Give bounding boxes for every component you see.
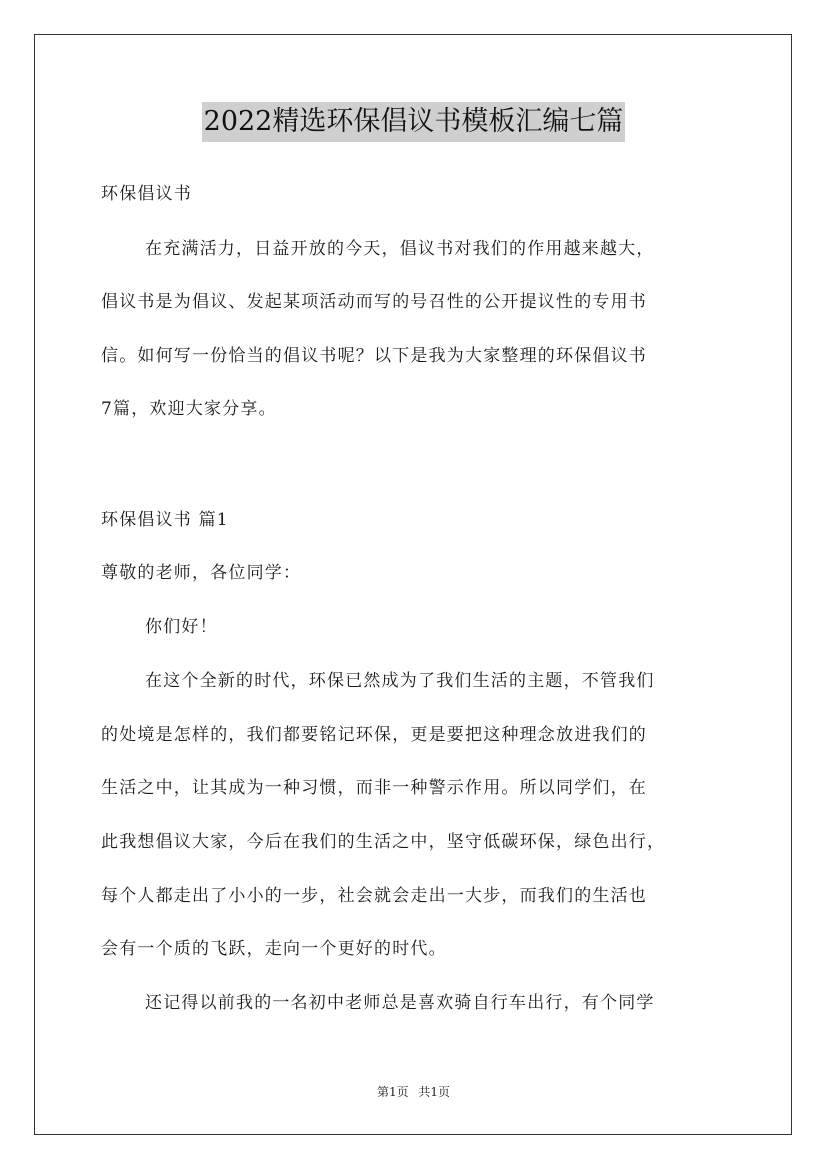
section-heading: 环保倡议书 篇1 — [101, 510, 229, 530]
intro-heading: 环保倡议书 — [101, 184, 192, 204]
page-total: 共1页 — [418, 1085, 451, 1099]
paragraph-line: 生活之中，让其成为一种习惯，而非一种警示作用。所以同学们，在 — [101, 778, 647, 798]
paragraph-line: 的处境是怎样的，我们都要铭记环保，更是要把这种理念放进我们的 — [101, 725, 647, 745]
page-number: 第1页 — [376, 1085, 409, 1099]
paragraph-line: 会有一个质的飞跃，走向一个更好的时代。 — [101, 939, 447, 959]
paragraph-line: 还记得以前我的一名初中老师总是喜欢骑自行车出行，有个同学 — [145, 993, 655, 1013]
paragraph-line: 在这个全新的时代，环保已然成为了我们生活的主题，不管我们 — [145, 671, 655, 691]
intro-line: 信。如何写一份恰当的倡议书呢？以下是我为大家整理的环保倡议书 — [101, 346, 647, 366]
salutation: 尊敬的老师，各位同学： — [101, 563, 302, 583]
title-container — [0, 102, 827, 142]
paragraph-line: 每个人都走出了小小的一步，社会就会走出一大步，而我们的生活也 — [101, 886, 647, 906]
paragraph-line: 此我想倡议大家，今后在我们的生活之中，坚守低碳环保，绿色出行， — [101, 832, 666, 852]
greeting: 你们好！ — [145, 617, 218, 637]
document-title: 2022精选环保倡议书模板汇编七篇 — [202, 102, 626, 142]
intro-line: 在充满活力，日益开放的今天，倡议书对我们的作用越来越大， — [145, 239, 655, 259]
page-footer — [0, 1084, 827, 1100]
intro-line: 7篇，欢迎大家分享。 — [101, 399, 277, 419]
intro-line: 倡议书是为倡议、发起某项活动而写的号召性的公开提议性的专用书 — [101, 292, 647, 312]
